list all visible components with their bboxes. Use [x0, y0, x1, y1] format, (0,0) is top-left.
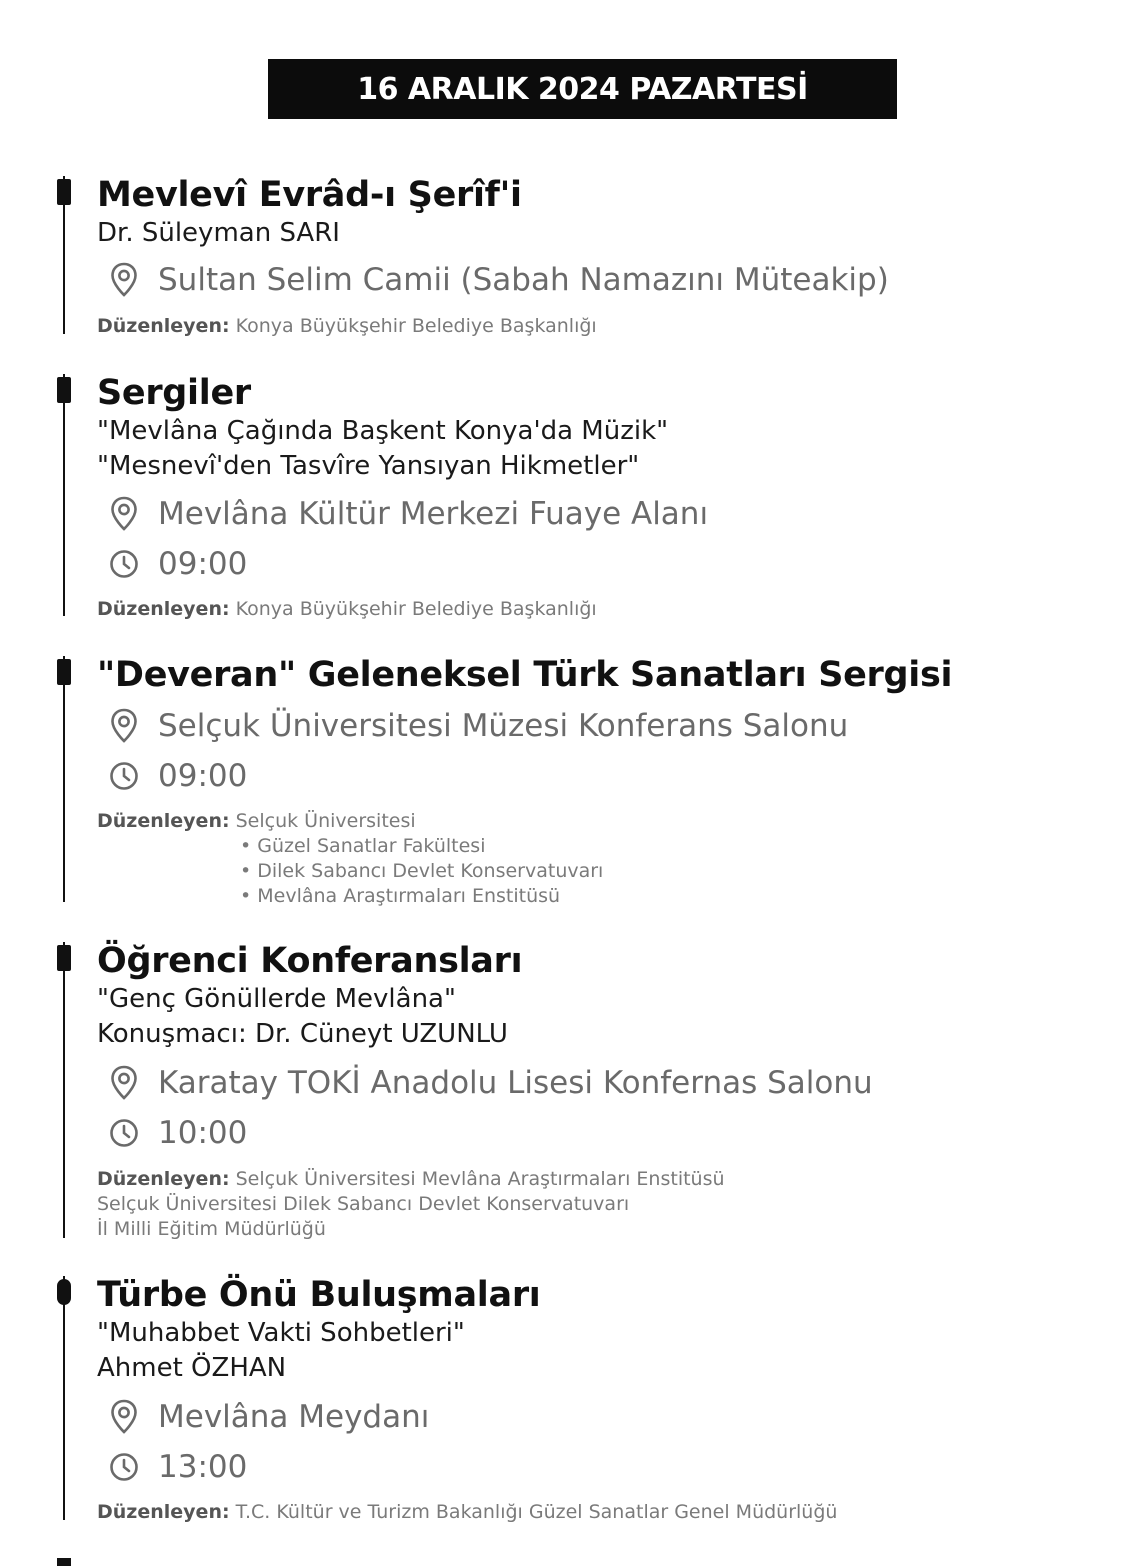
event-organizer — [97, 809, 603, 909]
map-pin-icon — [108, 496, 140, 532]
event-location-text: Sultan Selim Camii (Sabah Namazını Müteakip) — [158, 262, 889, 298]
event-location-text: Mevlâna Meydanı — [158, 1399, 430, 1435]
event-line: "Genç Gönüllerde Mevlâna" — [97, 984, 456, 1014]
clock-icon — [108, 758, 140, 794]
event-line: "Mevlâna Çağında Başkent Konya'da Müzik" — [97, 416, 669, 446]
organizer-label: Düzenleyen: — [97, 598, 230, 620]
event-location — [108, 260, 889, 300]
organizer-label: Düzenleyen: — [97, 810, 230, 832]
map-pin-icon — [108, 1399, 140, 1435]
organizer-text: Konya Büyükşehir Belediye Başkanlığı — [235, 598, 597, 620]
event-line: "Muhabbet Vakti Sohbetleri" — [97, 1318, 465, 1348]
event-title: Öğrenci Konferansları — [97, 941, 523, 981]
timeline-marker — [57, 377, 71, 403]
event-organizer — [97, 1167, 725, 1242]
date-banner — [268, 59, 897, 119]
event-organizer — [97, 314, 597, 339]
event-speaker: Konuşmacı: Dr. Cüneyt UZUNLU — [97, 1019, 508, 1049]
event-location-text: Karatay TOKİ Anadolu Lisesi Konfernas Salonu — [158, 1065, 873, 1101]
event-sergiler — [0, 374, 1122, 624]
timeline-rail — [63, 1276, 65, 1520]
event-location-text: Mevlâna Kültür Merkezi Fuaye Alanı — [158, 496, 709, 532]
event-location — [108, 1397, 429, 1437]
timeline-rail — [63, 374, 65, 616]
organizer-line: İl Milli Eğitim Müdürlüğü — [97, 1218, 326, 1240]
organizer-text: Selçuk Üniversitesi — [235, 810, 416, 832]
organizer-label: Düzenleyen: — [97, 315, 230, 337]
event-ogrenci-konferanslari — [0, 942, 1122, 1242]
event-speaker: Ahmet ÖZHAN — [97, 1353, 287, 1383]
event-time — [108, 756, 247, 796]
event-line: "Mesnevî'den Tasvîre Yansıyan Hikmetler" — [97, 451, 640, 481]
timeline-marker — [57, 659, 71, 685]
date-banner-text: 16 ARALIK 2024 PAZARTESİ — [357, 71, 808, 107]
event-time-text: 13:00 — [158, 1449, 248, 1485]
clock-icon — [108, 1115, 140, 1151]
event-location — [108, 1063, 873, 1103]
organizer-label: Düzenleyen: — [97, 1501, 230, 1523]
event-time-text: 09:00 — [158, 546, 248, 582]
event-location-text: Selçuk Üniversitesi Müzesi Konferans Salonu — [158, 708, 849, 744]
organizer-label: Düzenleyen: — [97, 1168, 230, 1190]
timeline-marker — [57, 1279, 71, 1305]
event-time — [108, 1447, 247, 1487]
event-turbe-onu-bulusmalari — [0, 1276, 1122, 1526]
organizer-text: Selçuk Üniversitesi Mevlâna Araştırmaları Enstitüsü — [235, 1168, 725, 1190]
timeline-marker — [57, 179, 71, 205]
event-organizer — [97, 597, 597, 622]
map-pin-icon — [108, 1065, 140, 1101]
organizer-item: • Mevlâna Araştırmaları Enstitüsü — [240, 885, 561, 907]
timeline-marker-next — [57, 1558, 71, 1566]
organizer-line: Selçuk Üniversitesi Dilek Sabancı Devlet Konservatuvarı — [97, 1193, 630, 1215]
event-organizer — [97, 1500, 837, 1525]
event-title: Sergiler — [97, 373, 251, 413]
map-pin-icon — [108, 262, 140, 298]
event-time — [108, 1113, 247, 1153]
map-pin-icon — [108, 708, 140, 744]
event-title: "Deveran" Geleneksel Türk Sanatları Sergisi — [97, 655, 953, 695]
event-title: Türbe Önü Buluşmaları — [97, 1275, 541, 1315]
timeline-rail — [63, 942, 65, 1238]
event-location — [108, 706, 848, 746]
event-deveran-sergisi — [0, 656, 1122, 906]
event-time-text: 09:00 — [158, 758, 248, 794]
event-evrad-i-serif — [0, 176, 1122, 346]
event-location — [108, 494, 708, 534]
organizer-text: T.C. Kültür ve Turizm Bakanlığı Güzel Sanatlar Genel Müdürlüğü — [235, 1501, 838, 1523]
event-time — [108, 544, 247, 584]
clock-icon — [108, 1449, 140, 1485]
event-speaker: Dr. Süleyman SARI — [97, 218, 340, 248]
event-time-text: 10:00 — [158, 1115, 248, 1151]
timeline-rail — [63, 656, 65, 902]
organizer-item: • Dilek Sabancı Devlet Konservatuvarı — [240, 860, 604, 882]
organizer-text: Konya Büyükşehir Belediye Başkanlığı — [235, 315, 597, 337]
clock-icon — [108, 546, 140, 582]
event-title: Mevlevî Evrâd-ı Şerîf'i — [97, 175, 522, 215]
organizer-item: • Güzel Sanatlar Fakültesi — [240, 835, 486, 857]
timeline-marker — [57, 945, 71, 971]
